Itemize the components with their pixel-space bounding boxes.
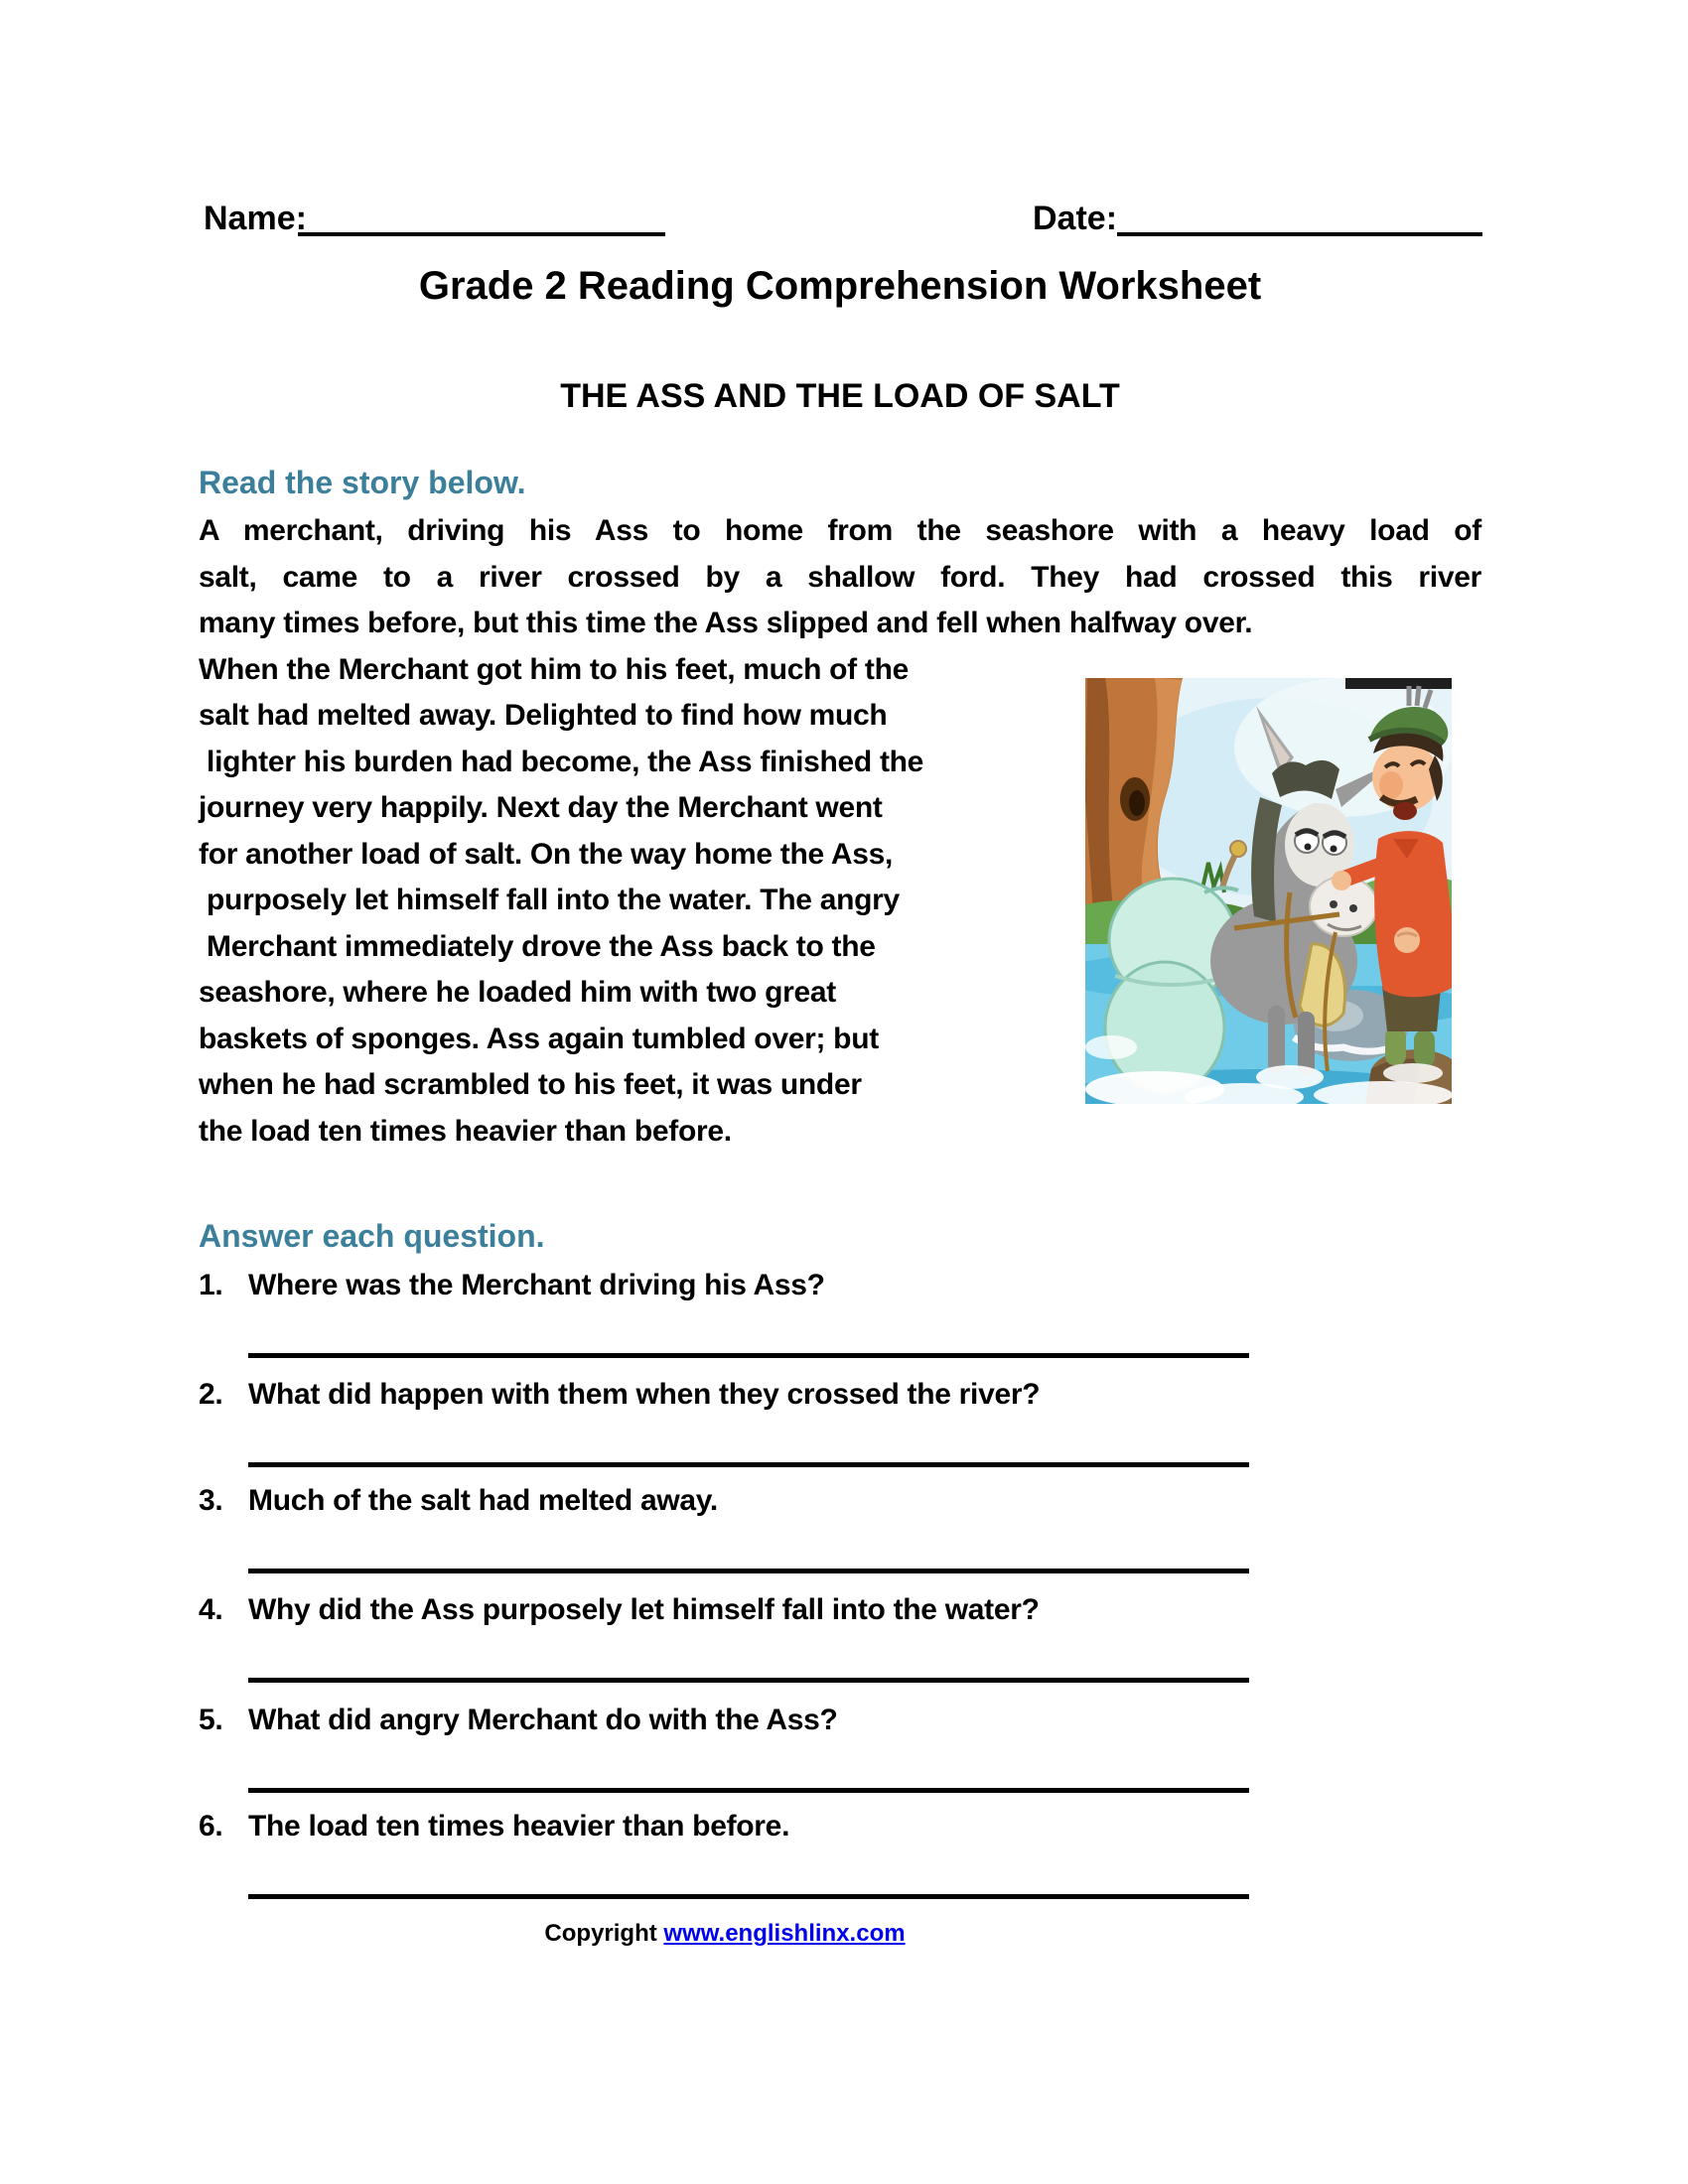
question-item <box>199 1701 1251 1800</box>
story-line: When the Merchant got him to his feet, much of the <box>199 652 910 686</box>
story-line: A merchant, driving his Ass to home from the seashore with a heavy load of <box>199 514 1481 547</box>
question-item <box>199 1266 1251 1365</box>
story-title: THE ASS AND THE LOAD OF SALT <box>560 377 1120 415</box>
story-line: Merchant immediately drove the Ass back to the <box>199 929 876 963</box>
name-blank-line <box>298 232 665 236</box>
answer-line <box>248 1569 1249 1573</box>
question-item <box>199 1590 1251 1690</box>
question-number: 5. <box>199 1704 223 1736</box>
question-number: 4. <box>199 1593 223 1626</box>
answer-line <box>248 1894 1249 1899</box>
story-line: seashore, where he loaded him with two great <box>199 976 836 1009</box>
answer-questions-heading: Answer each question. <box>199 1218 545 1254</box>
story-line: the load ten times heavier than before. <box>199 1114 732 1148</box>
story-line: salt had melted away. Delighted to find how much <box>199 699 888 732</box>
question-text: What did happen with them when they crossed the river? <box>248 1378 1041 1411</box>
question-text: What did angry Merchant do with the Ass? <box>248 1704 838 1736</box>
story-line: lighter his burden had become, the Ass finished the <box>199 745 924 778</box>
copyright-label: Copyright <box>544 1920 664 1947</box>
image-top-edge <box>1345 678 1452 689</box>
question-text: Where was the Merchant driving his Ass? <box>248 1269 825 1301</box>
copyright-link[interactable]: www.englishlinx.com <box>663 1920 906 1947</box>
question-number: 1. <box>199 1269 223 1301</box>
story-line: baskets of sponges. Ass again tumbled over; but <box>199 1022 879 1055</box>
question-number: 2. <box>199 1378 223 1411</box>
date-label: Date: <box>1033 200 1118 237</box>
answer-line <box>248 1353 1249 1358</box>
question-number: 6. <box>199 1810 223 1843</box>
story-line: when he had scrambled to his feet, it was under <box>199 1068 862 1101</box>
story-line: for another load of salt. On the way home the Ass, <box>199 837 893 871</box>
read-story-heading: Read the story below. <box>199 465 526 500</box>
answer-line <box>248 1788 1249 1793</box>
story-illustration <box>1085 678 1452 1104</box>
date-blank-line <box>1117 232 1482 236</box>
story-line: purposely let himself fall into the water. The angry <box>199 884 900 916</box>
copyright-footer <box>199 1920 1251 1948</box>
answer-line <box>248 1678 1249 1683</box>
question-text: Why did the Ass purposely let himself fall into the water? <box>248 1593 1040 1626</box>
question-item <box>199 1481 1251 1580</box>
question-item <box>199 1375 1251 1474</box>
story-line: journey very happily. Next day the Merchant went <box>199 791 883 824</box>
name-label: Name: <box>204 200 307 237</box>
question-text: The load ten times heavier than before. <box>248 1810 790 1843</box>
question-number: 3. <box>199 1484 223 1517</box>
answer-line <box>248 1462 1249 1467</box>
story-line: many times before, but this time the Ass slipped and fell when halfway over. <box>199 607 1253 639</box>
page-title: Grade 2 Reading Comprehension Worksheet <box>418 264 1262 308</box>
question-item <box>199 1807 1251 1906</box>
question-text: Much of the salt had melted away. <box>248 1484 718 1517</box>
story-line: salt, came to a river crossed by a shallow ford. They had crossed this river <box>199 560 1481 594</box>
